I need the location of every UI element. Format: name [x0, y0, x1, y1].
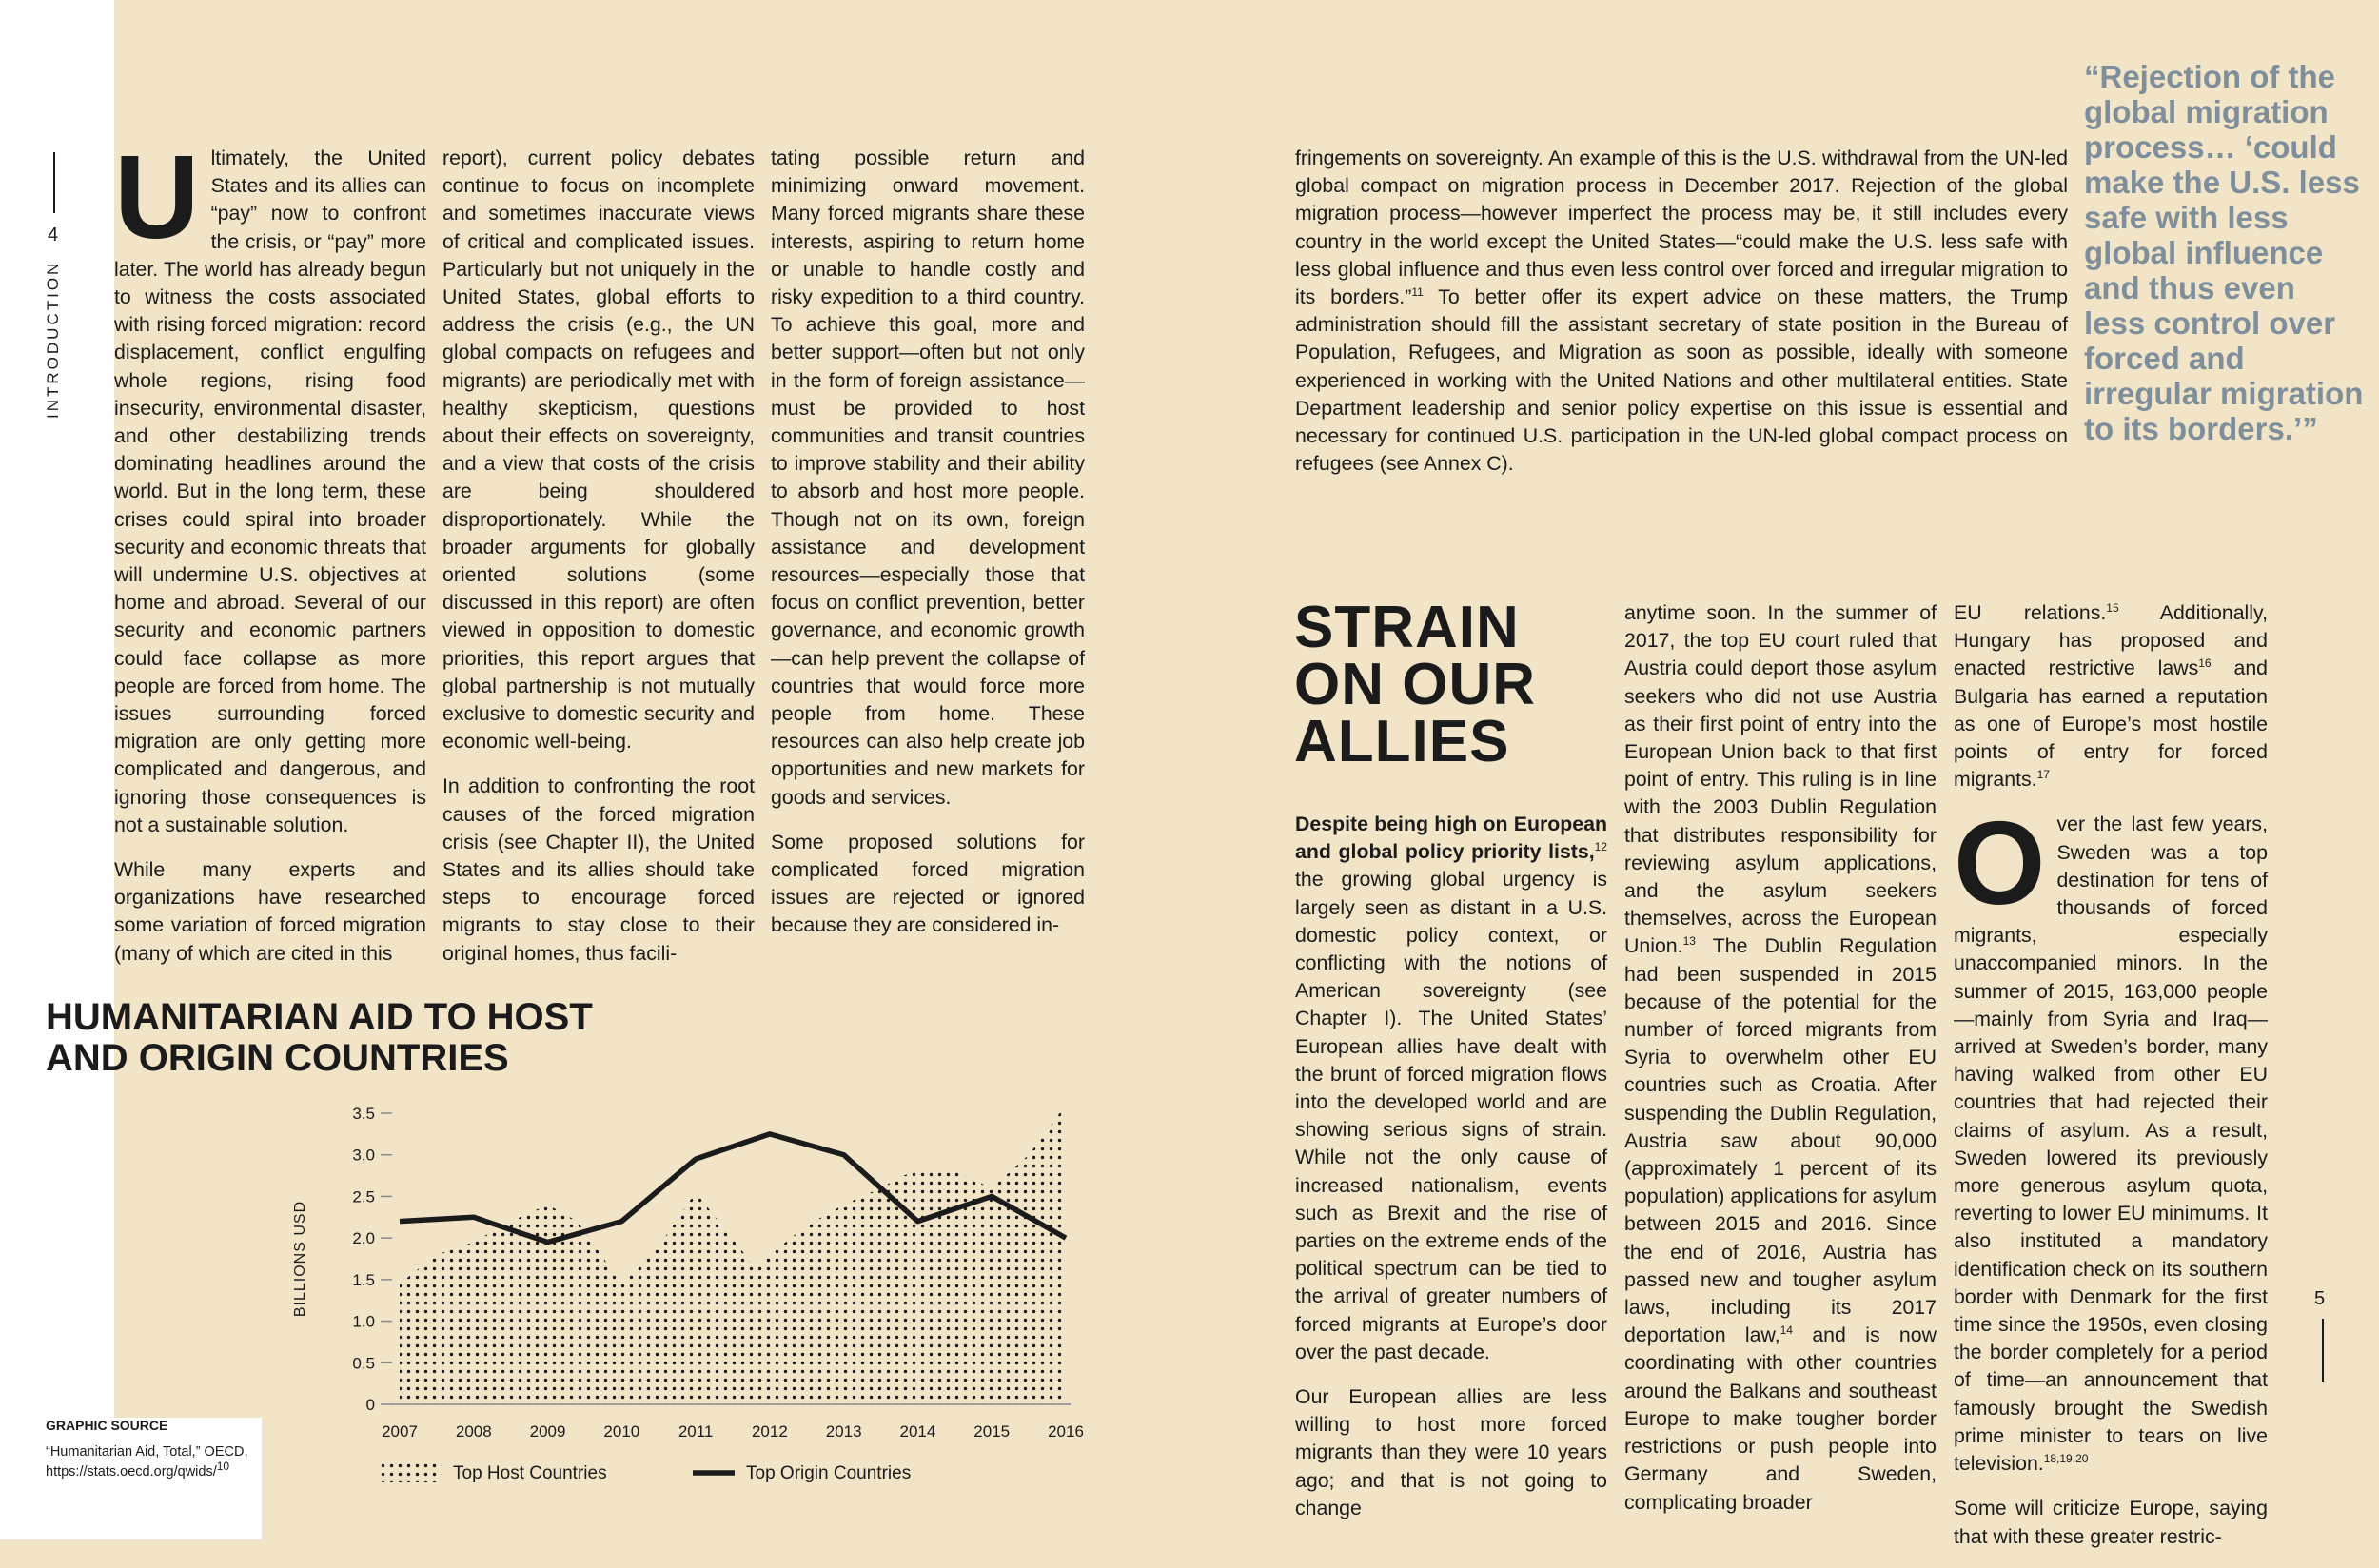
right-column-b: anytime soon. In the summer of 2017, the top EU court ruled that Austria could deport those asylum seekers who did not use Austria as their first point of entry into the European Union back to that first point of entry. This ruling is in line with the 2003 Dublin Regulation that distributes responsibility for reviewing asylum applications, and the asylum seekers themselves, across the European Union.$^{13}$ The Dublin Regulation had been suspended in 2015 because of the potential for the number of forced migrants from Syria to overwhelm other EU countries such as Croatia. After suspending the Dublin Regulation, Austria saw about 90,000 (approximately 1 percent of its population) applications for asylum between 2015 and 2016. Since the end of 2016, Austria has passed new and tougher asylum laws, including its 2017 deportation law,$^{14}$ and is now coordinating with other countries around the Balkans and southeast Europe to make tougher border restrictions or push people into Germany and Sweden, complicating broader: [1624, 599, 1937, 1534]
y-tick-label: 1.5: [352, 1271, 375, 1289]
dropcap-u: U: [114, 150, 200, 245]
left-column-1: [114, 145, 426, 985]
col1-paragraph-1: ltimately, the United States and its allies can “pay” now to confront the crisis, or “pay” more later. The world has already begun to witness the costs associated with rising forced migration: record displacement, conflict engulfing whole regions, rising food insecurity, environmental disaster, and other destabilizing trends dominating headlines around the world. But in the long term, these crises could spiral into broader security and economic threats that will undermine U.S. objectives at home and abroad. Several of our security and economic partners could face collapse as more people are forced from home. The issues surrounding forced migration are only getting more complicated and dangerous, and ignoring those consequences is not a sustainable solution.: [114, 147, 426, 836]
left-page-number: 4: [48, 225, 58, 246]
y-tick-label: 0.5: [352, 1354, 375, 1372]
section-title: STRAIN ON OUR ALLIES: [1294, 599, 1536, 771]
y-axis-label: BILLIONS USD: [292, 1201, 308, 1317]
right-page-number: 5: [2314, 1288, 2325, 1310]
x-tick-label: 2013: [826, 1422, 862, 1441]
x-tick-label: 2014: [900, 1422, 936, 1441]
host-countries-area: [400, 1105, 1066, 1404]
col3-paragraph-1: tating possible return and minimizing onward movement. Many forced migrants share these interests, aspiring to return home or unable to handle costly and risky expedition to a third country. To achieve this goal, more and better support—often but not only in the form of foreign assistance—must be provided to host communities and transit countries to improve stability and their ability to absorb and host more people. Though not on its own, foreign assistance and development resources—especially those that focus on conflict prevention, better governance, and economic growth—can help prevent the collapse of countries that would force more people from home. These resources can also help create job opportunities and new markets for goods and services.: [771, 145, 1085, 812]
graphic-source-line-1: “Humanitarian Aid, Total,” OECD,: [46, 1442, 265, 1462]
right-column-a: Despite being high on European and global policy priority lists,$^{12}$ the growing global urgency is largely seen as distant in a U.S. domestic policy context, or conflicting with the notions of American sovereignty (see Chapter I). The United States’ European allies have dealt with the brunt of forced migration flows into the developed world and are showing serious signs of strain. While not the only cause of increased nationalism, events such as Brexit and the rise of parties on the extreme ends of the political spectrum can be tied to the arrival of greater numbers of forced migrants at Europe’s door over the past decade. Our European allies are less willing to host more forced migrants than they were 10 years ago; and that is not going to change: [1295, 811, 1607, 1539]
left-column-2: [442, 145, 755, 985]
right-top-paragraph: fringements on sovereignty. An example of this is the U.S. withdrawal from the UN-led global compact on migration process in December 2017. Rejection of the global migration process—however imperfect the process may be, it still includes every country in the world except the United States—“could make the U.S. less safe with less global influence and thus even less control over forced and irregular migration to its borders.”$^{11}$ To better offer its expert advice on these matters, the Trump administration should fill the assistant secretary of state position in the Bureau of Population, Refugees, and Migration as soon as possible, ideally with someone experienced in working with the United Nations and other multilateral entities. State Department leadership and senior policy expertise on this issue is essential and necessary for continued U.S. participation in the UN-led global compact process on refugees (see Annex C).: [1295, 145, 2068, 495]
col1-paragraph-2: While many experts and organizations have researched some variation of forced migration (many of which are cited in this: [114, 856, 426, 968]
x-tick-label: 2011: [678, 1422, 714, 1441]
y-tick-label: 3.0: [352, 1147, 375, 1165]
chart-title-line-1: HUMANITARIAN AID TO HOST: [46, 997, 593, 1038]
graphic-source-heading: GRAPHIC SOURCE: [46, 1418, 167, 1433]
legend-host-swatch: [379, 1461, 442, 1482]
section-label: INTRODUCTION: [44, 261, 63, 419]
y-tick-label: 1.0: [352, 1313, 375, 1331]
right-column-c: EU relations.$^{15}$ Additionally, Hungary has proposed and enacted restrictive laws$^{16}$ and Bulgaria has earned a reputation as one of Europe’s most hostile points of entry for forced migrants.$^{17}$ Over the last few years, Sweden was a top destination for tens of thousands of forced migrants, especially unaccompanied minors. In the summer of 2015, 163,000 people—mainly from Syria and Iraq—arrived at Sweden’s border, many having walked from other EU countries that had rejected their claims of asylum. As a result, Sweden lowered its previously more generous asylum quota, reverting to lower EU minimums. It also instituted a mandatory identification check on its southern border with Denmark for the first time since the 1950s, even closing the border completely for a period of time—an announcement that famously brought the Swedish prime minister to tears on live television.$^{18,19,20}$ Some will criticize Europe, saying that with these greater restric-: [1954, 599, 2268, 1568]
x-tick-label: 2012: [752, 1422, 788, 1441]
y-tick-label: 2.5: [352, 1187, 375, 1205]
col3-paragraph-2: Some proposed solutions for complicated forced migration issues are rejected or ignored because they are considered in-: [771, 829, 1085, 940]
y-tick-label: 0: [366, 1396, 375, 1414]
left-margin-strip: [0, 0, 114, 1418]
y-tick-label: 3.5: [352, 1105, 375, 1123]
chart-title-line-2: AND ORIGIN COUNTRIES: [46, 1038, 593, 1079]
chart-title: [46, 997, 593, 1079]
right-page-rule: [2322, 1319, 2324, 1382]
graphic-source-line-2: https://stats.oecd.org/qwids/$^{10}$: [46, 1462, 265, 1482]
x-tick-label: 2016: [1048, 1422, 1084, 1441]
col2-paragraph-1: report), current policy debates continue to focus on incomplete and sometimes inaccurate views of critical and complicated issues. Particularly but not uniquely in the United States, global efforts to address the crisis (e.g., the UN global compacts on refugees and migrants) are periodically met with healthy skepticism, questions about their effects on sovereignty, and a view that costs of the crisis are being shouldered disproportionately. While the broader arguments for globally oriented solutions (some discussed in this report) are often viewed in opposition to domestic priorities, this report argues that global partnership is not mutually exclusive to domestic security and economic well-being.: [442, 145, 755, 755]
left-page-rule: [53, 152, 55, 213]
x-tick-label: 2010: [603, 1422, 639, 1441]
aid-chart: [276, 1085, 1094, 1503]
left-column-3: [771, 145, 1085, 957]
x-tick-label: 2009: [530, 1422, 566, 1441]
legend-host-label: Top Host Countries: [453, 1463, 607, 1483]
col2-paragraph-2: In addition to confronting the root causes of the forced migration crisis (see Chapter II), the United States and its allies should take steps to encourage forced migrants to stay close to their original homes, thus facili-: [442, 773, 755, 967]
y-tick-label: 2.0: [352, 1229, 375, 1247]
pull-quote: “Rejection of the global migration process… ‘could make the U.S. less safe with less global influence and thus even less control over forced and irregular migration to its borders.’”: [2084, 59, 2365, 446]
graphic-source-text: [46, 1442, 265, 1482]
dropcap-o: O: [1954, 816, 2045, 911]
lead-bold-text: Despite being high on European and global policy priority lists,: [1295, 813, 1607, 863]
x-tick-label: 2007: [382, 1422, 418, 1441]
x-tick-label: 2008: [456, 1422, 492, 1441]
x-tick-label: 2015: [973, 1422, 1010, 1441]
legend-origin-label: Top Origin Countries: [746, 1463, 911, 1483]
